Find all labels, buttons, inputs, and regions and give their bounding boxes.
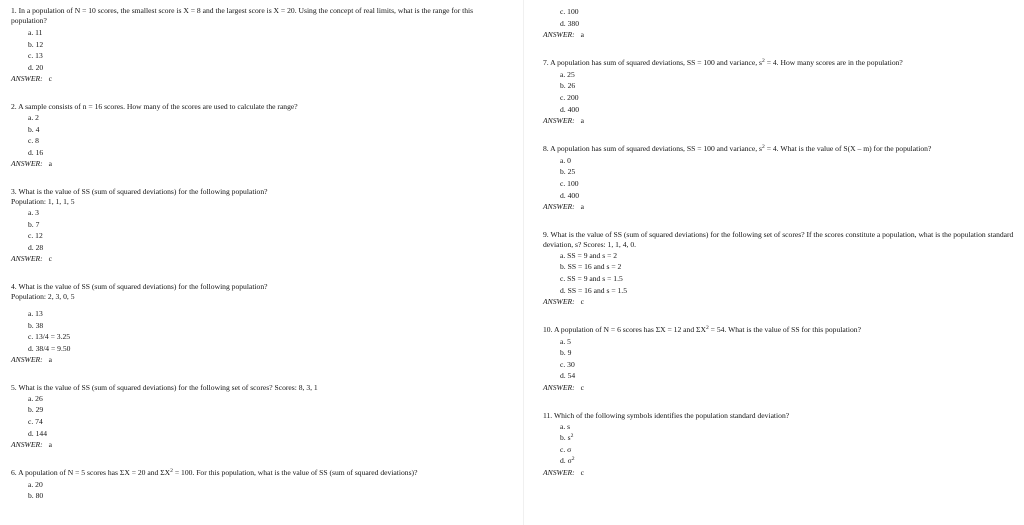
answer-line — [543, 296, 1018, 308]
answer-value: a — [48, 355, 53, 365]
answer-value: c — [48, 254, 53, 264]
question-1-choices — [11, 27, 516, 73]
choice-d[interactable]: d. 400 — [560, 190, 579, 200]
answer-value: a — [580, 202, 585, 212]
question-5 — [11, 383, 516, 451]
question-1 — [11, 6, 516, 85]
question-4-stem: 4. What is the value of SS (sum of squared deviations) for the following population? — [11, 281, 268, 291]
choice-b[interactable]: b. 4 — [28, 124, 40, 134]
choice-b[interactable]: b. 29 — [28, 405, 44, 415]
column-divider — [523, 0, 524, 525]
question-3 — [11, 187, 516, 265]
question-4-population: Population: 2, 3, 0, 5 — [11, 291, 75, 301]
choice-b[interactable]: b. 25 — [560, 167, 576, 177]
left-column — [11, 6, 516, 502]
answer-label: ANSWER: — [543, 202, 575, 212]
answer-label: ANSWER: — [543, 383, 575, 393]
question-3-stem: 3. What is the value of SS (sum of squared deviations) for the following population? — [11, 186, 268, 196]
choice-a[interactable]: a. 13 — [28, 308, 43, 318]
answer-label: ANSWER: — [11, 159, 43, 169]
question-4-choices — [11, 308, 516, 354]
answer-line — [11, 439, 516, 451]
choice-b[interactable]: b. SS = 16 and s = 2 — [560, 262, 622, 272]
question-3-population: Population: 1, 1, 1, 5 — [11, 196, 75, 206]
question-10-choices — [543, 336, 1018, 382]
choice-b[interactable]: b. 26 — [560, 81, 576, 91]
choice-d[interactable]: d. 28 — [28, 242, 44, 252]
choice-d[interactable]: d. 54 — [560, 371, 576, 381]
question-7 — [543, 58, 1018, 127]
answer-label: ANSWER: — [11, 355, 43, 365]
answer-line — [543, 382, 1018, 394]
answer-line — [543, 201, 1018, 213]
question-3-choices — [11, 207, 516, 253]
answer-value: c — [580, 383, 585, 393]
choice-a[interactable]: a. 0 — [560, 155, 571, 165]
choice-a[interactable]: a. 25 — [560, 69, 575, 79]
question-8 — [543, 144, 1018, 213]
question-7-stem: 7. A population has sum of squared deviations, SS = 100 and variance, $s^2 = 4$. How many scores are in the population? — [543, 57, 903, 67]
choice-d[interactable]: d. $\sigma^2$ — [560, 456, 575, 466]
question-9 — [543, 230, 1018, 308]
choice-b[interactable]: b. 9 — [560, 348, 572, 358]
answer-value: c — [580, 297, 585, 307]
answer-value: a — [580, 30, 585, 40]
answer-value: a — [48, 440, 53, 450]
answer-line — [11, 73, 516, 85]
answer-label: ANSWER: — [11, 254, 43, 264]
choice-d[interactable]: d. 400 — [560, 104, 579, 114]
choice-d[interactable]: d. 144 — [28, 428, 47, 438]
answer-line — [543, 467, 1018, 479]
answer-label: ANSWER: — [543, 30, 575, 40]
choice-c[interactable]: c. σ — [560, 444, 572, 454]
question-6-stem: 6. A population of N = 5 scores has ΣX = 20 and $\Sigma X^2 = 100$. For this population, what is the value of SS (sum of squared deviations)? — [11, 467, 418, 477]
choice-d[interactable]: d. 20 — [28, 62, 44, 72]
question-2-choices — [11, 112, 516, 158]
question-5-stem: 5. What is the value of SS (sum of squared deviations) for the following set of scores? Scores: 8, 3, 1 — [11, 382, 318, 392]
choice-c[interactable]: c. 100 — [560, 7, 579, 16]
choice-c[interactable]: c. 200 — [560, 92, 579, 102]
answer-label: ANSWER: — [543, 468, 575, 478]
question-6-continued — [543, 6, 1018, 41]
choice-a[interactable]: a. 20 — [28, 479, 43, 489]
question-2 — [11, 102, 516, 170]
choice-a[interactable]: a. s — [560, 421, 571, 431]
choice-b[interactable]: b. 7 — [28, 219, 40, 229]
question-8-choices — [543, 155, 1018, 201]
question-9-stem: 9. What is the value of SS (sum of squared deviations) for the following set of scores? If the scores constitute a population, what is the population standard deviation, s? Scores: 1, 1, 4, 0. — [543, 229, 1014, 249]
choice-a[interactable]: a. 3 — [28, 207, 39, 217]
choice-c[interactable]: c. SS = 9 and s = 1.5 — [560, 273, 623, 283]
question-11-stem: 11. Which of the following symbols identifies the population standard deviation? — [543, 410, 790, 420]
question-1-stem: 1. In a population of N = 10 scores, the smallest score is X = 8 and the largest score is X = 20. Using the concept of real limits, what is the range for this population? — [11, 6, 474, 25]
question-6-choices-continued — [543, 6, 1018, 29]
answer-label: ANSWER: — [11, 74, 43, 84]
choice-d[interactable]: d. 16 — [28, 147, 44, 157]
choice-c[interactable]: c. 13 — [28, 51, 43, 61]
question-4 — [11, 282, 516, 366]
choice-c[interactable]: c. 13/4 = 3.25 — [28, 332, 71, 342]
choice-c[interactable]: c. 30 — [560, 359, 575, 369]
answer-value: c — [48, 74, 53, 84]
question-6 — [11, 468, 516, 502]
answer-line — [11, 158, 516, 170]
question-11 — [543, 411, 1018, 479]
question-7-choices — [543, 69, 1018, 115]
choice-c[interactable]: c. 12 — [28, 231, 43, 241]
answer-line — [543, 29, 1018, 41]
question-10 — [543, 325, 1018, 394]
choice-b[interactable]: b. 12 — [28, 39, 44, 49]
question-11-choices — [543, 421, 1018, 467]
choice-d[interactable]: d. 380 — [560, 18, 579, 28]
right-column — [543, 6, 1018, 479]
answer-label: ANSWER: — [543, 116, 575, 126]
question-5-choices — [11, 393, 516, 439]
choice-a[interactable]: a. 2 — [28, 112, 39, 122]
question-8-stem: 8. A population has sum of squared deviations, SS = 100 and variance, $s^2 = 4$. What is the value of S(X – m) for the population? — [543, 143, 932, 153]
question-2-stem: 2. A sample consists of n = 16 scores. How many of the scores are used to calculate the range? — [11, 101, 298, 111]
choice-b[interactable]: b. $s^2$ — [560, 433, 574, 443]
answer-line — [11, 354, 516, 366]
answer-line — [11, 253, 516, 265]
answer-line — [543, 115, 1018, 127]
question-10-stem: 10. A population of N = 6 scores has ΣX = 12 and $\Sigma X^2 = 54$. What is the value of SS for this population? — [543, 324, 861, 334]
choice-d[interactable]: d. SS = 16 and s = 1.5 — [560, 285, 628, 295]
answer-value: a — [48, 159, 53, 169]
choice-c[interactable]: c. 100 — [560, 178, 579, 188]
choice-b[interactable]: b. 80 — [28, 491, 44, 501]
choice-d[interactable]: d. 38/4 = 9.50 — [28, 343, 71, 353]
answer-value: a — [580, 116, 585, 126]
choice-a[interactable]: a. 5 — [560, 336, 571, 346]
choice-b[interactable]: b. 38 — [28, 320, 44, 330]
answer-value: c — [580, 468, 585, 478]
choice-c[interactable]: c. 74 — [28, 417, 43, 427]
choice-c[interactable]: c. 8 — [28, 136, 39, 146]
choice-a[interactable]: a. 26 — [28, 393, 43, 403]
question-6-choices — [11, 479, 516, 502]
answer-label: ANSWER: — [543, 297, 575, 307]
question-9-choices — [543, 250, 1018, 296]
choice-a[interactable]: a. SS = 9 and s = 2 — [560, 250, 618, 260]
choice-a[interactable]: a. 11 — [28, 28, 43, 37]
answer-label: ANSWER: — [11, 440, 43, 450]
